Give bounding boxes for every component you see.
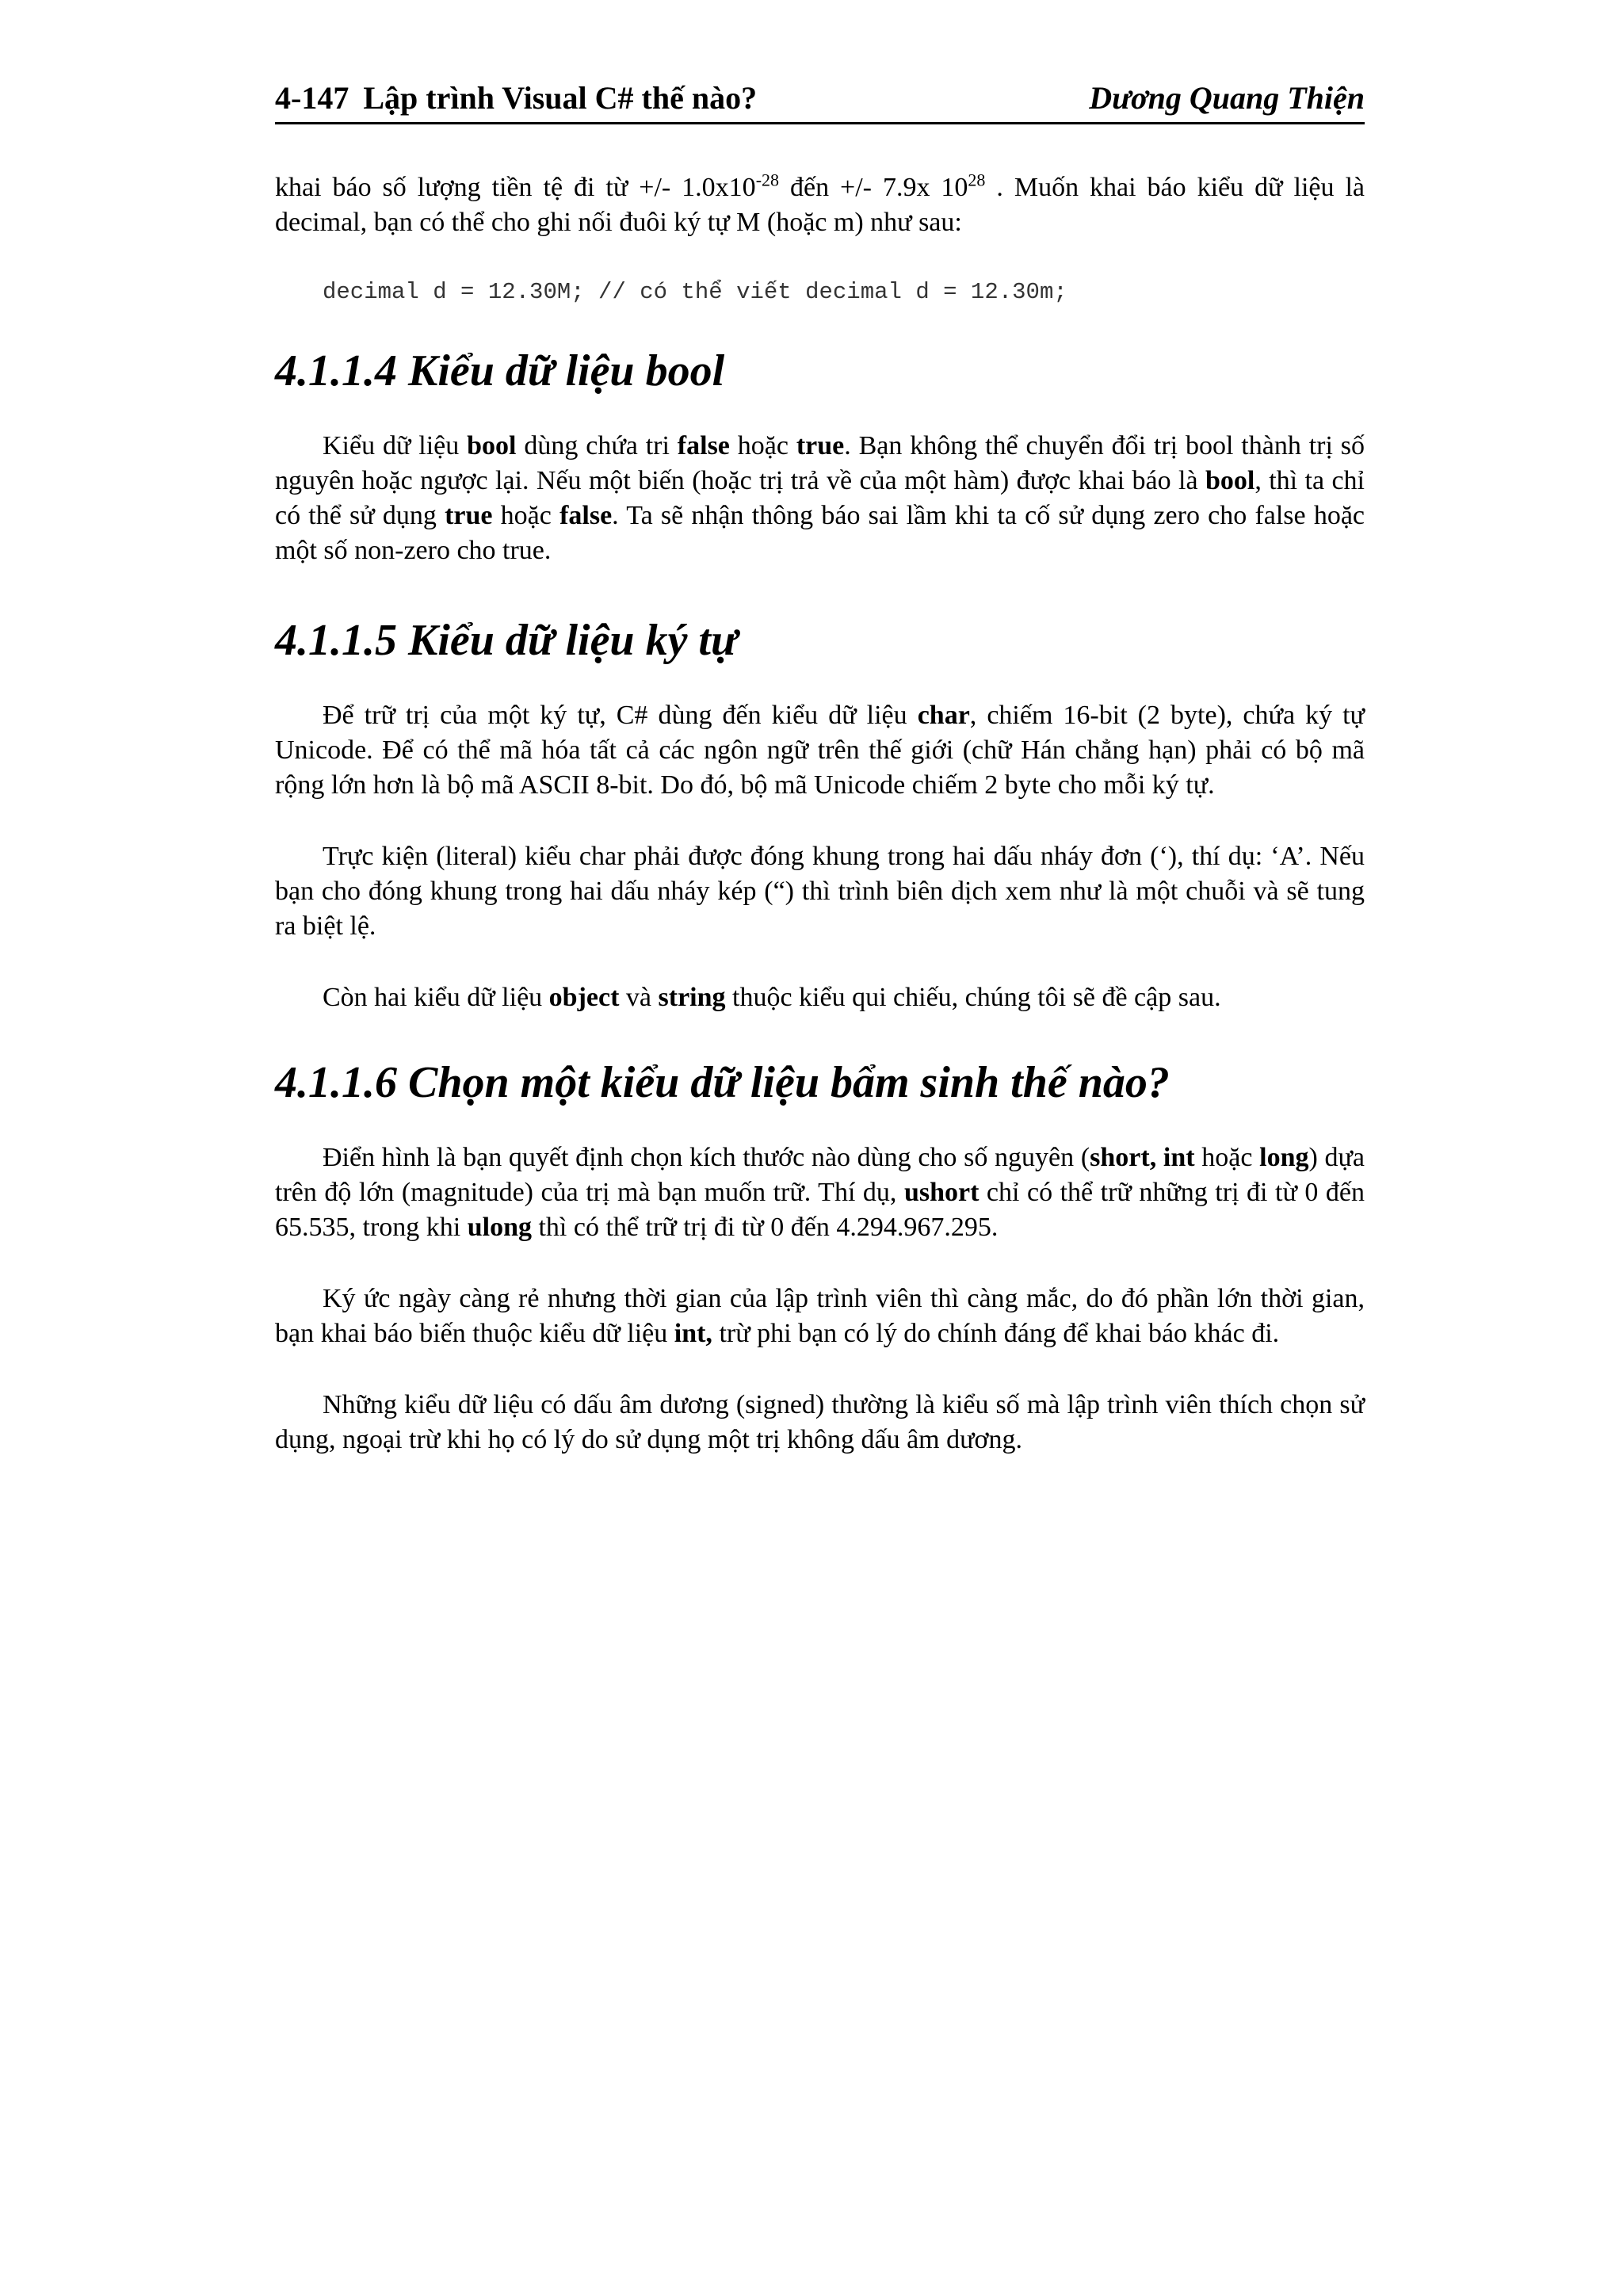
- heading-char: 4.1.1.5 Kiểu dữ liệu ký tự: [275, 616, 738, 665]
- bool-text-5: , thì ta chỉ có thể sử dụng: [275, 466, 1365, 530]
- header-author: Dương Quang Thiện: [1089, 80, 1365, 116]
- choose-paragraph-1: [275, 1140, 1365, 1245]
- heading-bool: 4.1.1.4 Kiểu dữ liệu bool: [275, 346, 725, 395]
- char3-text-1: Còn hai kiểu dữ liệu: [323, 983, 549, 1012]
- char3-bold-2: string: [658, 983, 726, 1012]
- bool-text-6: hoặc: [492, 501, 560, 530]
- intro-text-3: . Muốn khai báo kiểu dữ liệu là decimal, bạn có thể cho ghi nối đuôi ký tự M (hoặc m) như sau:: [275, 173, 1365, 237]
- char3-text-2: và: [619, 983, 659, 1012]
- choose-text-3: ) dựa trên độ lớn (magnitude) của trị mà bạn muốn trữ. Thí dụ,: [275, 1143, 1365, 1207]
- bool-bold-4: bool: [1205, 466, 1255, 495]
- choose-text-1: Điển hình là bạn quyết định chọn kích thước nào dùng cho số nguyên (: [323, 1143, 1090, 1172]
- page-number: 4-147: [275, 80, 349, 116]
- bool-bold-2: false: [677, 431, 730, 460]
- exponent-min: -28: [755, 170, 780, 190]
- bool-bold-5: true: [445, 501, 493, 530]
- choose-text-4: chỉ có thể trữ những trị đi từ 0 đến 65.535, trong khi: [275, 1178, 1365, 1242]
- char-paragraph-1: [275, 698, 1365, 803]
- bool-text-3: hoặc: [729, 431, 796, 460]
- bool-text-1: Kiểu dữ liệu: [323, 431, 468, 460]
- header-left: [275, 79, 757, 117]
- page-header: [275, 79, 1365, 124]
- code-decimal-example: decimal d = 12.30M; // có thể viết decimal d = 12.30m;: [323, 279, 1067, 305]
- char-paragraph-3: [275, 980, 1365, 1015]
- choose2-text-1: Ký ức ngày càng rẻ nhưng thời gian của lập trình viên thì càng mắc, do đó phần lớn thời gian, bạn khai báo biến thuộc kiểu dữ liệu: [275, 1284, 1365, 1348]
- choose-paragraph-2: [275, 1282, 1365, 1351]
- bool-bold-1: bool: [467, 431, 517, 460]
- exponent-max: 28: [968, 170, 986, 190]
- bool-paragraph: [275, 429, 1365, 568]
- bool-text-7: . Ta sẽ nhận thông báo sai lầm khi ta cố sử dụng zero cho false hoặc một số non-zero cho true.: [275, 501, 1365, 565]
- char-paragraph-2: Trực kiện (literal) kiểu char phải được đóng khung trong hai dấu nháy đơn (‘), thí dụ: ‘A’. Nếu bạn cho đóng khung trong hai dấu nháy kép (“) thì trình biên dịch xem như là một chuỗi và sẽ tung ra biệt lệ.: [275, 842, 1365, 941]
- char-text-2: , chiếm 16-bit (2 byte), chứa ký tự Unicode. Để có thể mã hóa tất cả các ngôn ngữ trên thế giới (chữ Hán chẳng hạn) phải có bộ mã rộng lớn hơn là bộ mã ASCII 8-bit. Do đó, bộ mã Unicode chiếm 2 byte cho mỗi ký tự.: [275, 701, 1365, 800]
- choose-bold-2: long: [1259, 1143, 1309, 1172]
- intro-text-1: khai báo số lượng tiền tệ đi từ +/- 1.0x10: [275, 173, 756, 202]
- choose-bold-3: ushort: [903, 1178, 980, 1207]
- choose2-bold-1: int,: [674, 1319, 712, 1348]
- intro-paragraph: [275, 170, 1365, 240]
- bool-bold-3: true: [796, 431, 845, 460]
- bool-text-2: dùng chứa tri: [516, 431, 678, 460]
- heading-choose-type: 4.1.1.6 Chọn một kiểu dữ liệu bẩm sinh thế nào?: [275, 1058, 1170, 1107]
- bool-bold-6: false: [559, 501, 613, 530]
- choose2-text-2: trừ phi bạn có lý do chính đáng để khai báo khác đi.: [712, 1319, 1280, 1348]
- book-title: Lập trình Visual C# thế nào?: [363, 80, 758, 116]
- char3-text-3: thuộc kiểu qui chiếu, chúng tôi sẽ đề cập sau.: [725, 983, 1221, 1012]
- page-content: [275, 79, 1365, 1457]
- intro-text-2: đến +/- 7.9x 10: [779, 173, 968, 202]
- char-text-1: Để trữ trị của một ký tự, C# dùng đến kiểu dữ liệu: [323, 701, 918, 730]
- choose-bold-1: short, int: [1090, 1143, 1195, 1172]
- char3-bold-1: object: [548, 983, 620, 1012]
- bool-text-4: . Bạn không thể chuyển đổi trị bool thành trị số nguyên hoặc ngược lại. Nếu một biến (hoặc trị trả về của một hàm) được khai báo là: [275, 431, 1365, 495]
- char-bold-1: char: [917, 701, 970, 730]
- choose-paragraph-3: Những kiểu dữ liệu có dấu âm dương (signed) thường là kiểu số mà lập trình viên thích chọn sử dụng, ngoại trừ khi họ có lý do sử dụng một trị không dấu âm dương.: [275, 1390, 1365, 1454]
- choose-text-2: hoặc: [1194, 1143, 1260, 1172]
- choose-text-5: thì có thể trữ trị đi từ 0 đến 4.294.967.295.: [531, 1213, 999, 1242]
- choose-bold-4: ulong: [467, 1213, 532, 1242]
